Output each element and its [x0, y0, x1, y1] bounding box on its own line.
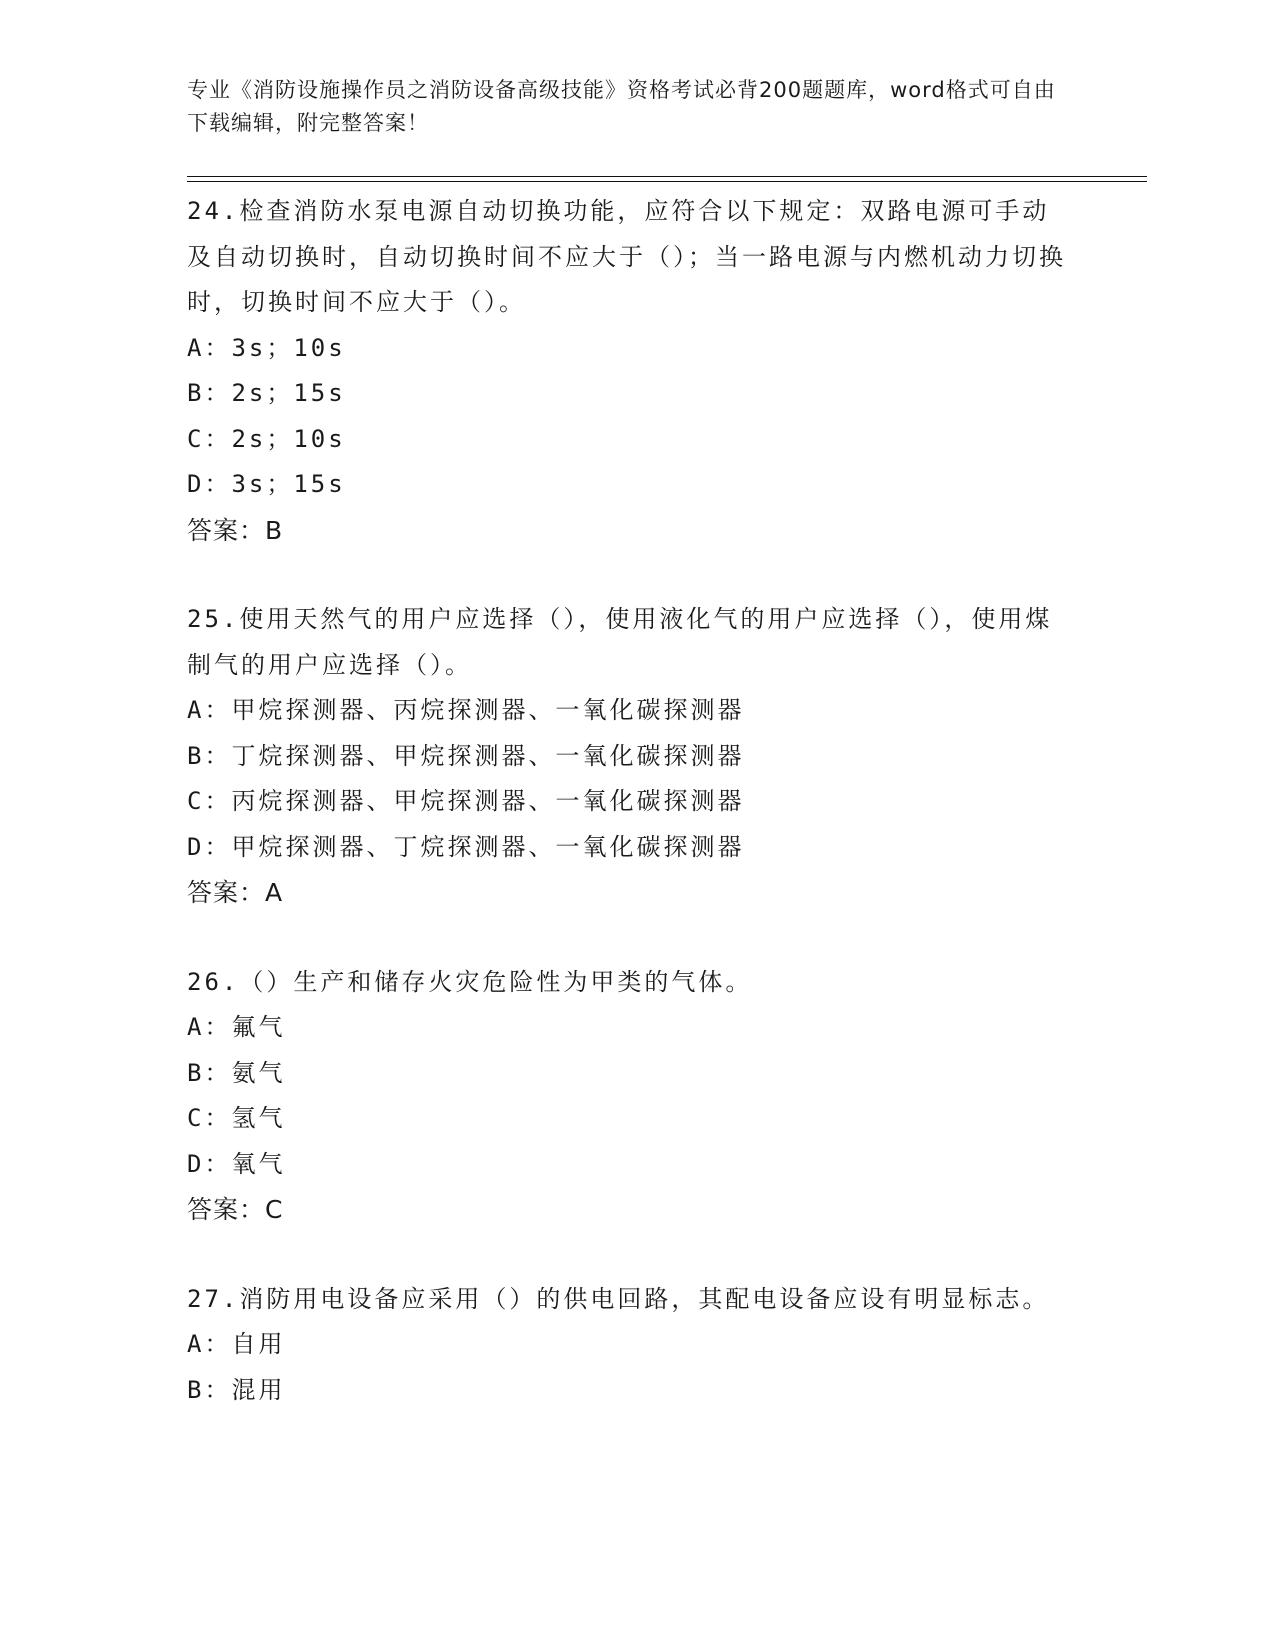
option-b: B：2s；15s: [187, 379, 346, 407]
option-d: D：甲烷探测器、丁烷探测器、一氧化碳探测器: [187, 832, 745, 861]
question-26: [187, 960, 1067, 1233]
option-c: C：丙烷探测器、甲烷探测器、一氧化碳探测器: [187, 787, 745, 815]
answer: 答案：C: [187, 1195, 284, 1224]
header-title: 专业《消防设施操作员之消防设备高级技能》资格考试必背200题题库，word格式可自由下载编辑，附完整答案！: [187, 78, 1056, 135]
option-c: C：氢气: [187, 1104, 286, 1132]
answer: 答案：B: [187, 515, 284, 545]
document-header: [187, 74, 1067, 140]
option-b: B：丁烷探测器、甲烷探测器、一氧化碳探测器: [187, 741, 745, 770]
option-d: D：氧气: [187, 1149, 286, 1178]
answer: 答案：A: [187, 878, 284, 907]
question-stem: 27.消防用电设备应采用（）的供电回路，其配电设备应设有明显标志。: [187, 1284, 1050, 1313]
option-b: B：氨气: [187, 1058, 286, 1087]
header-divider-bottom: [187, 181, 1147, 182]
question-stem: 26.（）生产和储存火灾危险性为甲类的气体。: [187, 967, 753, 996]
question-list: [187, 189, 1067, 1457]
option-a: A：3s；10s: [187, 333, 346, 362]
option-a: A：氟气: [187, 1013, 286, 1041]
option-a: A：甲烷探测器、丙烷探测器、一氧化碳探测器: [187, 696, 745, 724]
question-24: [187, 189, 1067, 553]
option-b: B：混用: [187, 1375, 286, 1404]
option-a: A：自用: [187, 1330, 286, 1358]
header-divider-top: [187, 176, 1147, 177]
question-stem: 24.检查消防水泵电源自动切换功能，应符合以下规定：双路电源可手动及自动切换时，自动切换时间不应大于（）；当一路电源与内燃机动力切换时，切换时间不应大于（）。: [187, 197, 1066, 316]
question-27: [187, 1277, 1067, 1414]
question-25: [187, 597, 1067, 916]
option-c: C：2s；10s: [187, 424, 346, 453]
question-stem: 25.使用天然气的用户应选择（），使用液化气的用户应选择（），使用煤制气的用户应选择（）。: [187, 605, 1053, 679]
option-d: D：3s；15s: [187, 470, 346, 498]
